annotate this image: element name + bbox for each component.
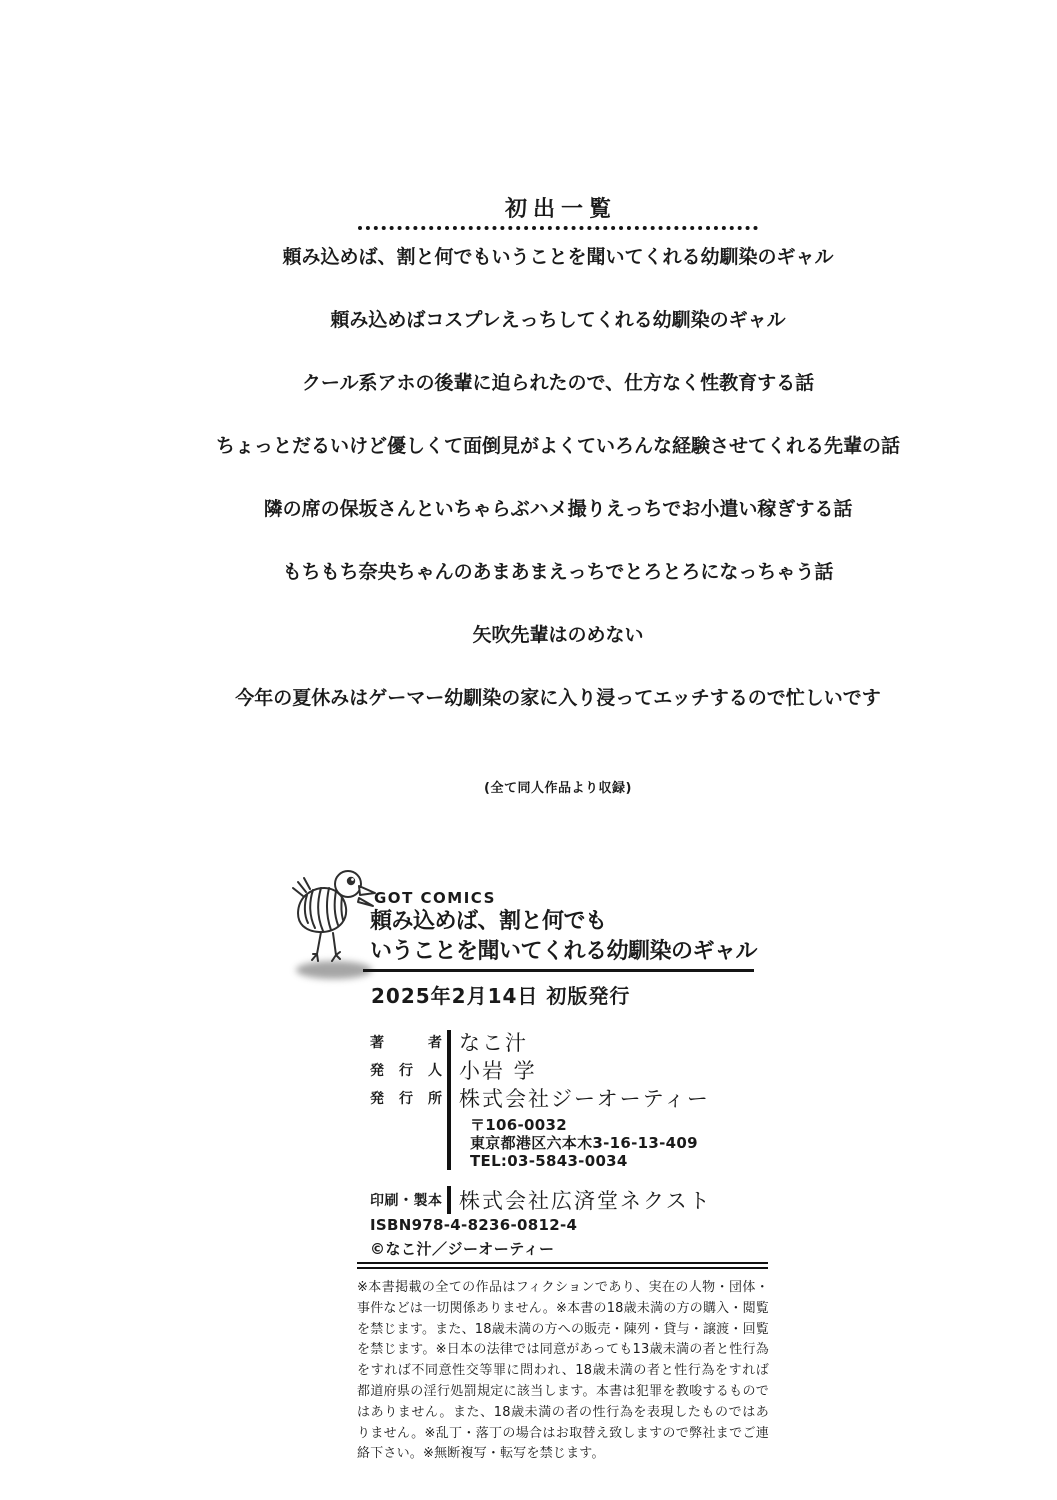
credit-value: なこ汁 (459, 1031, 528, 1055)
credits-divider (447, 1186, 451, 1214)
imprint-label: GOT COMICS (374, 889, 496, 907)
credit-label: 著者 (370, 1035, 442, 1051)
work-title: 今年の夏休みはゲーマー幼馴染の家に入り浸ってエッチするので忙しいです (235, 687, 881, 709)
work-title: もちもち奈央ちゃんのあまあまえっちでとろとろになっちゃう話 (282, 561, 834, 583)
dotted-divider (358, 226, 758, 230)
phone-number: TEL:03-5843-0034 (470, 1152, 628, 1170)
legal-disclaimer: ※本書掲載の全ての作品はフィクションであり、実在の人物・団体・事件などは一切関係ありません。※本書の18歳未満の方の購入・閲覧を禁じます。また、18歳未満の方への販売・陳列・貸与・譲渡・回覧を禁じます。※日本の法律では同意があっても13歳未満の者と性行為をすれば不同意性交等罪に問われ、18歳未満の者と性行為をすれば都道府県の淫行処罰規定に該当します。本書は犯罪を教唆するものではありません。また、18歳未満の者の性行為を表現したものではありません。※乱丁・落丁の場合はお取替え致しますので弊社までご連絡下さい。※無断複写・転写を禁じます。 (357, 1280, 769, 1462)
credits-table (370, 1028, 770, 1214)
credit-row-publisher-person (370, 1056, 770, 1084)
work-title: 矢吹先輩はのめない (472, 624, 644, 646)
credit-row-publisher-company (370, 1084, 770, 1112)
bird-shadow (296, 961, 372, 979)
credits-divider (447, 1030, 451, 1170)
credit-label: 発行人 (370, 1063, 442, 1079)
credit-value: 株式会社広済堂ネクスト (459, 1189, 712, 1213)
credit-value: 株式会社ジーオーティー (459, 1087, 710, 1111)
work-title: 隣の席の保坂さんといちゃらぶハメ撮りえっちでお小遣い稼ぎする話 (263, 498, 853, 520)
reprint-list-title: 初出一覧 (504, 197, 617, 222)
postal-code: 〒106-0032 (470, 1116, 567, 1134)
work-title: クール系アホの後輩に迫られたので、仕方なく性教育する話 (301, 372, 815, 394)
credit-value: 小岩 学 (459, 1059, 537, 1083)
edition-date: 2025年2月14日 初版発行 (371, 984, 631, 1008)
works-list (70, 245, 1046, 749)
credit-label: 発行所 (370, 1091, 442, 1107)
credit-label: 印刷・製本 (370, 1193, 442, 1209)
work-title: 頼み込めば、割と何でもいうことを聞いてくれる幼馴染のギャル (282, 246, 834, 268)
bird-logo-icon (289, 862, 377, 962)
title-underline (363, 969, 754, 972)
street-address: 東京都港区六本木3-16-13-409 (470, 1134, 698, 1152)
book-title-line2: いうことを聞いてくれる幼馴染のギャル (370, 939, 758, 964)
copyright-line: ©なこ汁／ジーオーティー (370, 1240, 555, 1258)
credit-row-printer (370, 1186, 770, 1214)
source-note: (全て同人作品より収録) (484, 781, 632, 796)
work-title: 頼み込めばコスプレえっちしてくれる幼馴染のギャル (330, 309, 786, 331)
isbn-number: ISBN978-4-8236-0812-4 (370, 1216, 578, 1234)
work-title: ちょっとだるいけど優しくて面倒見がよくていろんな経験させてくれる先輩の話 (215, 435, 900, 457)
double-rule-divider (357, 1262, 768, 1269)
publisher-address (470, 1116, 770, 1170)
credit-row-author (370, 1028, 770, 1056)
book-title (370, 907, 757, 967)
book-title-line1: 頼み込めば、割と何でも (370, 909, 607, 934)
